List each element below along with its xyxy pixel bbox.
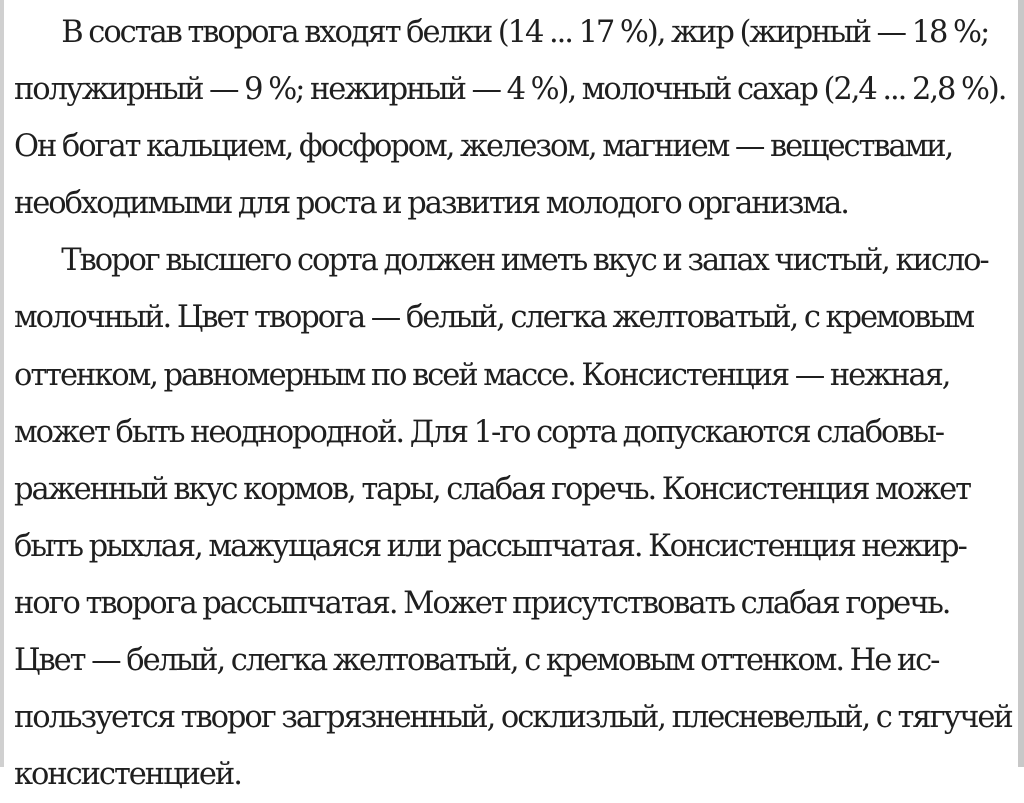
text-line: раженный вкус кормов, тары, слабая горечь. Консистенция может: [14, 470, 970, 507]
text-line: необходимыми для роста и развития молодого организма.: [14, 185, 848, 222]
document-page: [14, 4, 1012, 803]
text-line: Творог высшего сорта должен иметь вкус и запах чистый, кисло-: [61, 242, 988, 279]
text-line: быть рыхлая, мажущаяся или рассыпчатая. Консистенция нежир-: [14, 527, 966, 564]
text-line: В состав творога входят белки (14 ... 17 %), жир (жирный — 18 %;: [61, 14, 989, 50]
text-line: может быть неоднородной. Для 1-го сорта допускаются слабовы-: [14, 413, 943, 450]
paragraph-composition: [14, 4, 1006, 232]
text-line: Он богат кальцием, фосфором, железом, магнием — веществами,: [14, 128, 953, 165]
text-line: полужирный — 9 %; нежирный — 4 %), молочный сахар (2,4 ... 2,8 %).: [14, 71, 1006, 108]
text-line: ного творога рассыпчатая. Может присутствовать слабая горечь.: [14, 584, 950, 621]
right-frame-border: [1018, 0, 1024, 767]
text-line: пользуется творог загрязненный, осклизлый, плесневелый, с тягучей: [14, 699, 1012, 736]
left-frame-border: [0, 0, 4, 767]
text-line: молочный. Цвет творога — белый, слегка желтоватый, с кремовым: [14, 299, 974, 336]
paragraph-quality: [14, 232, 1012, 803]
text-line: консистенцией.: [14, 756, 241, 793]
text-line: Цвет — белый, слегка желтоватый, с кремовым оттенком. Не ис-: [14, 642, 939, 679]
text-line: оттенком, равномерным по всей массе. Консистенция — нежная,: [14, 356, 950, 393]
